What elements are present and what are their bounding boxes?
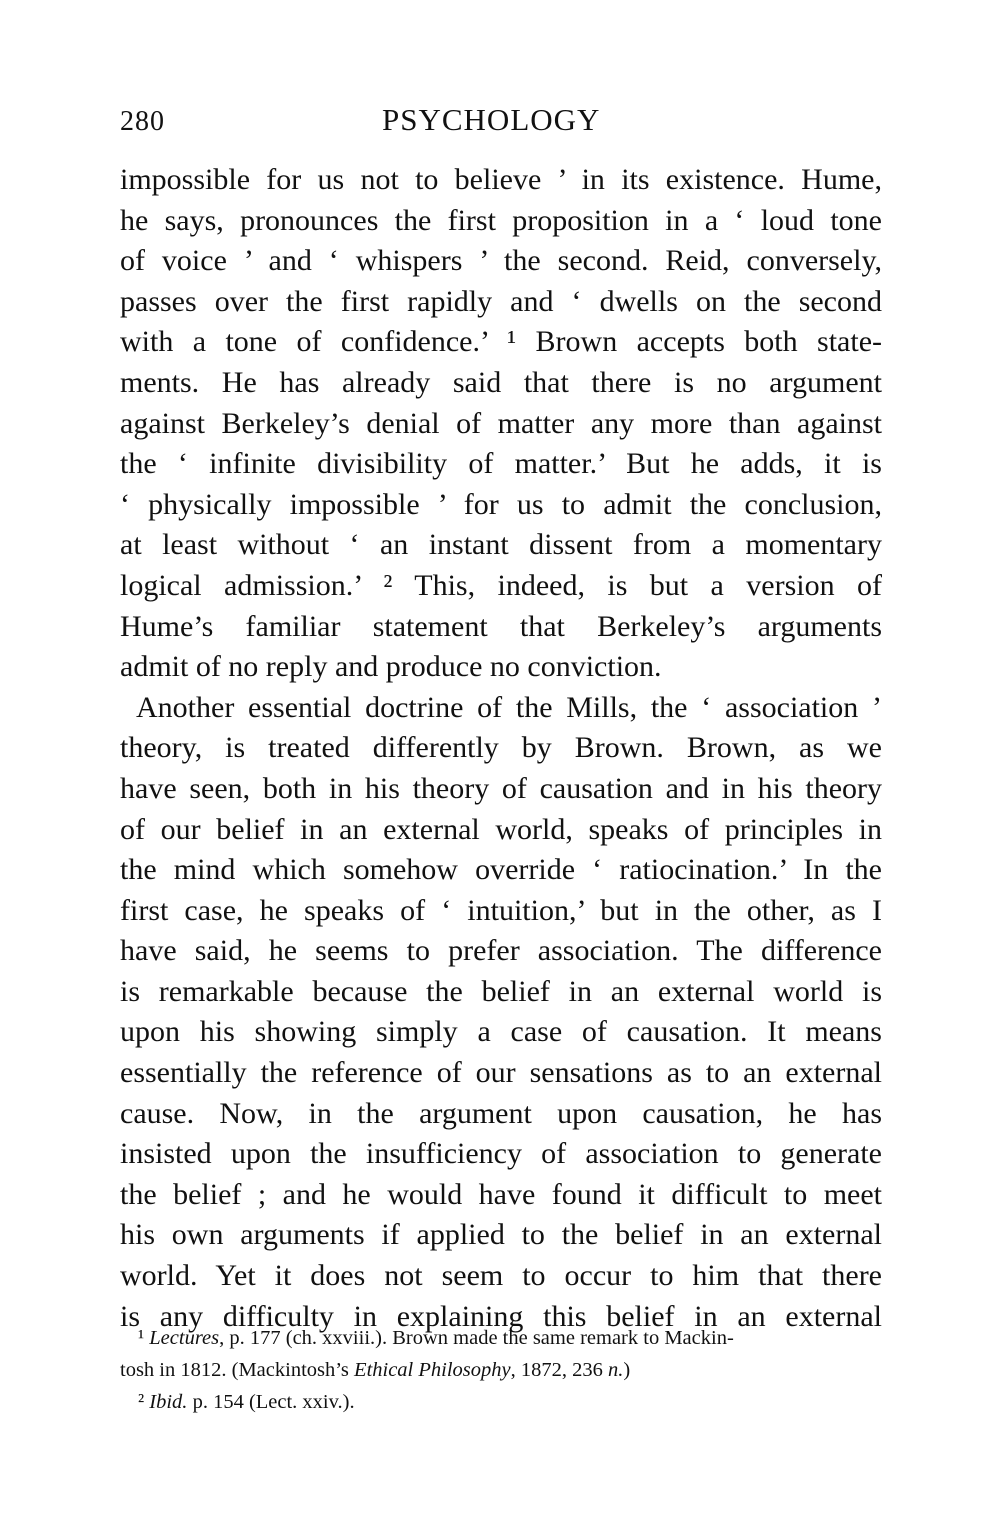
text-line: of voice ’ and ‘ whispers ’ the second. Reid, conversely,	[120, 244, 882, 278]
text-line: upon his showing simply a case of causation. It means	[120, 1015, 882, 1049]
text-line: ments. He has already said that there is no argument	[120, 365, 882, 399]
text-line: Hume’s familiar statement that Berkeley’s arguments	[120, 609, 882, 643]
text-line: Another essential doctrine of the Mills, the ‘ association ’	[136, 690, 882, 724]
footnote-marker: ¹	[138, 1327, 145, 1349]
cited-title: Ibid.	[149, 1391, 188, 1413]
body-text	[120, 160, 882, 1337]
text-line: is remarkable because the belief in an external world is	[120, 974, 882, 1008]
text-line: impossible for us not to believe ’ in its existence. Hume,	[120, 163, 882, 196]
text-line: essentially the reference of our sensations as to an external	[120, 1056, 882, 1090]
text-line: at least without ‘ an instant dissent from a momentary	[120, 528, 882, 562]
footnote-1	[120, 1322, 882, 1354]
running-header	[120, 102, 882, 142]
footnote-marker: ²	[138, 1391, 145, 1413]
text-line: the belief ; and he would have found it difficult to meet	[120, 1177, 882, 1211]
text-line: have said, he seems to prefer association. The difference	[120, 934, 882, 968]
text-line: passes over the first rapidly and ‘ dwells on the second	[120, 284, 882, 318]
footnote-text: tosh in 1812. (Mackintosh’s	[120, 1359, 355, 1381]
page-number: 280	[120, 106, 165, 137]
footnote-text: p. 154 (Lect. xxiv.).	[187, 1391, 355, 1413]
footnote-2	[120, 1386, 882, 1418]
footnotes	[120, 1322, 882, 1418]
text-line: cause. Now, in the argument upon causation, he has	[120, 1096, 882, 1130]
text-line: he says, pronounces the first proposition in a ‘ loud tone	[120, 203, 882, 237]
footnote-text: , p. 177 (ch. xxviii.). Brown made the same remark to Mackin-	[219, 1327, 734, 1349]
text-line: the mind which somehow override ‘ ratiocination.’ In the	[120, 853, 882, 887]
text-line: with a tone of confidence.’ ¹ Brown accepts both state-	[120, 325, 882, 359]
footnote-1-cont	[120, 1354, 882, 1386]
footnote-text: , 1872, 236	[510, 1359, 608, 1381]
text-line: his own arguments if applied to the belief in an external	[120, 1218, 882, 1252]
text-line: insisted upon the insufficiency of association to generate	[120, 1137, 882, 1171]
text-line: against Berkeley’s denial of matter any more than against	[120, 406, 882, 440]
footnote-text: )	[623, 1359, 631, 1381]
text-line: admit of no reply and produce no conviction.	[120, 650, 662, 684]
text-line: the ‘ infinite divisibility of matter.’ But he adds, it is	[120, 447, 882, 481]
cited-title: Lectures	[149, 1327, 220, 1349]
text-line: world. Yet it does not seem to occur to him that there	[120, 1259, 882, 1293]
text-line: ‘ physically impossible ’ for us to admit the conclusion,	[120, 487, 882, 521]
running-title: PSYCHOLOGY	[382, 102, 601, 137]
text-line: logical admission.’ ² This, indeed, is but a version of	[120, 568, 882, 602]
footnote-text: n.	[608, 1359, 624, 1381]
text-line: of our belief in an external world, speaks of principles in	[120, 812, 882, 846]
text-line: have seen, both in his theory of causation and in his theory	[120, 771, 882, 805]
cited-title: Ethical Philosophy	[354, 1359, 511, 1381]
text-line: theory, is treated differently by Brown. Brown, as we	[120, 731, 882, 765]
text-line: first case, he speaks of ‘ intuition,’ but in the other, as I	[120, 893, 882, 927]
text-line: is any difficulty in explaining this belief in an external	[120, 1299, 882, 1333]
